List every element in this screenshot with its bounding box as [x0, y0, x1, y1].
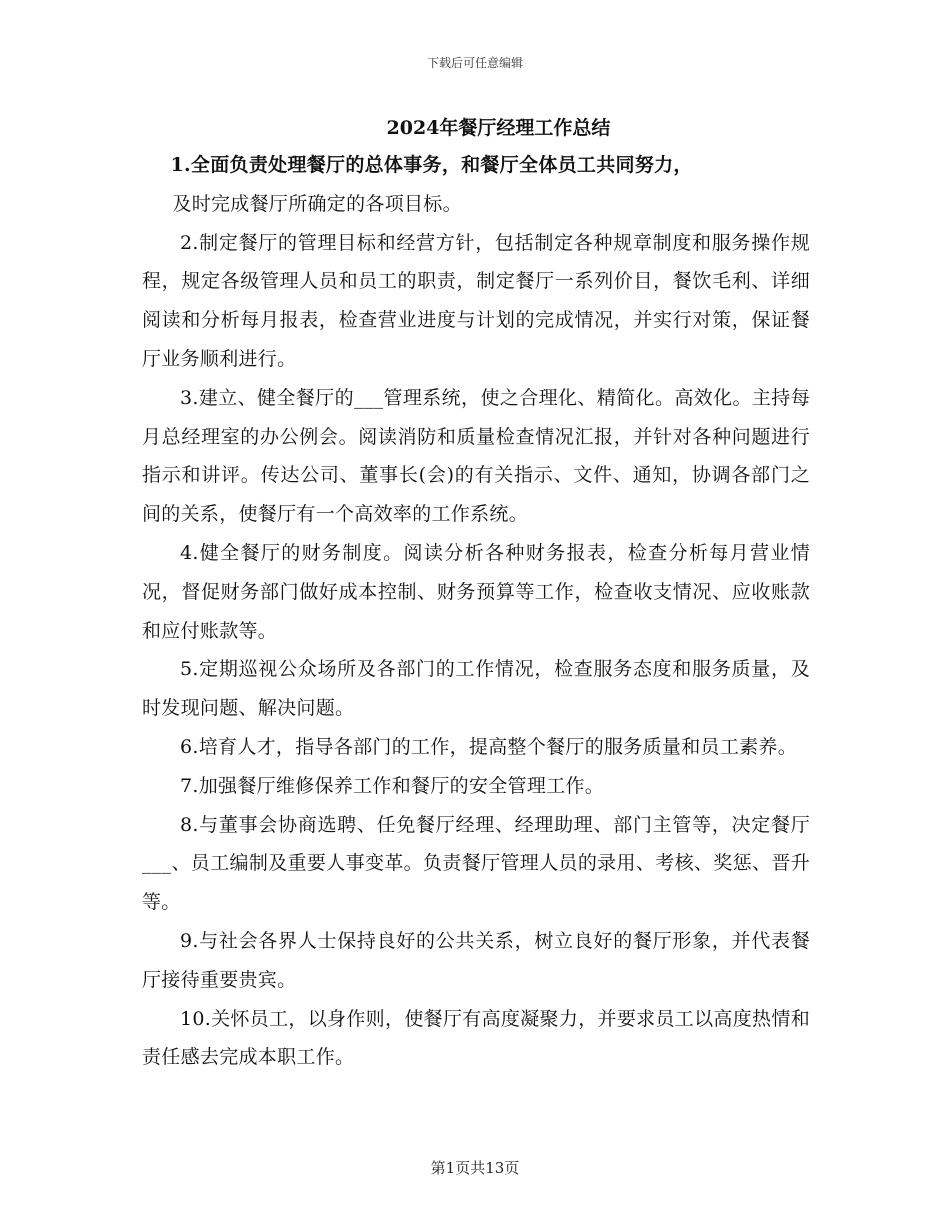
paragraph-1 [142, 146, 810, 224]
paragraph-10: 10.关怀员工，以身作则，使餐厅有高度凝聚力，并要求员工以高度热情和责任感去完成本职工作。 [142, 1007, 810, 1069]
header-note: 下载后可任意编辑 [426, 56, 523, 70]
paragraph-5: 5.定期巡视公众场所及各部门的工作情况，检查服务态度和服务质量，及时发现问题、解决问题。 [142, 658, 810, 720]
paragraph-2: 2.制定餐厅的管理目标和经营方针，包括制定各种规章制度和服务操作规程，规定各级管理人员和员工的职责，制定餐厅一系列价目，餐饮毛利、详细阅读和分析每月报表，检查营业进度与计划的完成情况，并实行对策，保证餐厅业务顺利进行。 [142, 231, 810, 370]
paragraph-3: 3.建立、健全餐厅的___管理系统，使之合理化、精简化。高效化。主持每月总经理室的办公例会。阅读消防和质量检查情况汇报，并针对各种问题进行指示和讲评。传达公司、董事长(会)的有关指示、文件、通知，协调各部门之间的关系，使餐厅有一个高效率的工作系统。 [142, 386, 810, 526]
paragraph-9: 9.与社会各界人士保持良好的公共关系，树立良好的餐厅形象，并代表餐厅接待重要贵宾。 [142, 929, 810, 991]
paragraph-7: 7.加强餐厅维修保养工作和餐厅的安全管理工作。 [180, 774, 605, 797]
paragraph-4: 4.健全餐厅的财务制度。阅读分析各种财务报表，检查分析每月营业情况，督促财务部门做好成本控制、财务预算等工作，检查收支情况、应收账款和应付账款等。 [142, 541, 810, 642]
paragraph-1-lead: 1.全面负责处理餐厅的总体事务，和餐厅全体员工共同努力， [170, 154, 693, 176]
document-body [142, 146, 810, 1077]
document-title: 2024年餐厅经理工作总结 [386, 117, 611, 139]
paragraph-8: 8.与董事会协商选聘、任免餐厅经理、经理助理、部门主管等，决定餐厅___、员工编制及重要人事变革。负责餐厅管理人员的录用、考核、奖惩、晋升等。 [142, 813, 810, 914]
paragraph-1-continuation: 及时完成餐厅所确定的各项目标。 [172, 192, 462, 215]
page-number: 第1页共13页 [430, 1159, 520, 1177]
paragraph-6: 6.培育人才，指导各部门的工作，提高整个餐厅的服务质量和员工素养。 [180, 735, 798, 758]
